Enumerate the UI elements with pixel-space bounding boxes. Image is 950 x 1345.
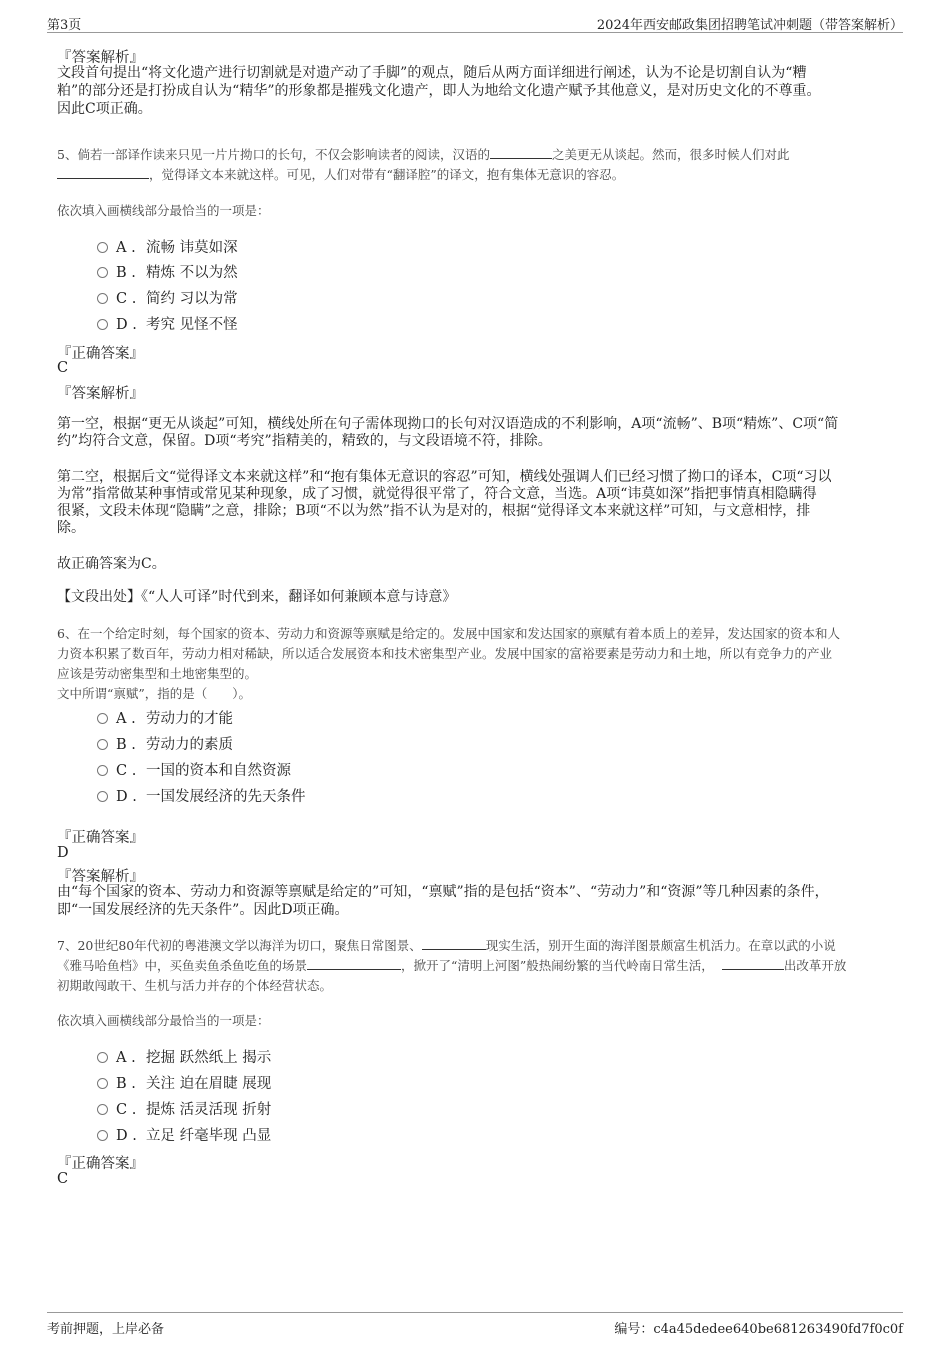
q6-correct-label: 『正确答案』 bbox=[57, 830, 144, 846]
document-title: 2024年西安邮政集团招聘笔试冲刺题（带答案解析） bbox=[596, 18, 903, 33]
radio-icon[interactable] bbox=[97, 319, 108, 330]
q7-blank-3 bbox=[722, 957, 784, 970]
q7-option-a[interactable]: A . 挖掘 跃然纸上 揭示 bbox=[97, 1046, 271, 1066]
footer-slogan: 考前押题，上岸必备 bbox=[47, 1322, 165, 1337]
q4-analysis bbox=[57, 64, 907, 118]
page-number: 第3页 bbox=[47, 18, 82, 33]
q5-option-a[interactable]: A . 流畅 讳莫如深 bbox=[97, 236, 238, 256]
q5-prompt: 依次填入画横线部分最恰当的一项是： bbox=[57, 203, 270, 218]
q5-analysis-p1: 第一空，根据“更无从谈起”可知，横线处所在句子需体现拗口的长句对汉语造成的不利影响，A项“流畅”、B项“精炼”、C项“简 约”均符合文意，保留。D项“考究”指精美的，精致的，与文段语境不符，排除。 bbox=[57, 416, 839, 449]
q5-correct-label: 『正确答案』 bbox=[57, 346, 144, 362]
q6-option-c[interactable]: C . 一国的资本和自然资源 bbox=[97, 759, 291, 779]
q5-analysis-p3: 故正确答案为C。 bbox=[57, 556, 166, 572]
q6-option-a[interactable]: A . 劳动力的才能 bbox=[97, 707, 233, 727]
q5-blank-1 bbox=[490, 146, 552, 159]
q5-source: 【文段出处】《“人人可译”时代到来，翻译如何兼顾本意与诗意》 bbox=[57, 589, 457, 605]
page-header bbox=[47, 12, 903, 33]
q5-stem: 5、倘若一部译作读来只见一片片拗口的长句，不仅会影响读者的阅读，汉语的 之美更无从谈起。然而，很多时候人们对此 ，觉得译文本来就这样。可见，人们对带有“翻译腔”的译文，抱有集体无意识的容忍。 bbox=[57, 147, 790, 182]
q6-option-d[interactable]: D . 一国发展经济的先天条件 bbox=[97, 785, 306, 805]
q7-blank-2 bbox=[307, 957, 401, 970]
q5-option-c[interactable]: C . 简约 习以为常 bbox=[97, 287, 238, 307]
radio-icon[interactable] bbox=[97, 242, 108, 253]
q7-prompt: 依次填入画横线部分最恰当的一项是： bbox=[57, 1013, 270, 1028]
radio-icon[interactable] bbox=[97, 1130, 108, 1141]
radio-icon[interactable] bbox=[97, 267, 108, 278]
q7-blank-1 bbox=[422, 937, 486, 950]
page-footer bbox=[47, 1312, 903, 1337]
radio-icon[interactable] bbox=[97, 1078, 108, 1089]
q4-analysis-line: 因此C项正确。 bbox=[57, 101, 152, 117]
q7-correct-answer: C bbox=[57, 1171, 69, 1187]
q5-analysis-label: 『答案解析』 bbox=[57, 386, 144, 402]
q6-analysis-label: 『答案解析』 bbox=[57, 869, 144, 885]
radio-icon[interactable] bbox=[97, 713, 108, 724]
q7-option-b[interactable]: B . 关注 迫在眉睫 展现 bbox=[97, 1072, 271, 1092]
q7-correct-label: 『正确答案』 bbox=[57, 1156, 144, 1172]
q4-analysis-label: 『答案解析』 bbox=[57, 50, 144, 66]
radio-icon[interactable] bbox=[97, 739, 108, 750]
q5-option-d[interactable]: D . 考究 见怪不怪 bbox=[97, 313, 238, 333]
radio-icon[interactable] bbox=[97, 791, 108, 802]
q6-stem: 6、在一个给定时刻，每个国家的资本、劳动力和资源等禀赋是给定的。发展中国家和发达国家的禀赋有着本质上的差异，发达国家的资本和人 力资本积累了数百年，劳动力相对稀缺，所以适合发展资本和技术密集型产业。发展中国家的富裕要素是劳动力和土地，所以有竞争力的产业 应该是劳动密集型和土地密集型的。 文中所谓“禀赋”，指的是（ ）。 bbox=[57, 626, 840, 701]
radio-icon[interactable] bbox=[97, 293, 108, 304]
q4-analysis-line: 粕”的部分还是打扮成自认为“精华”的形象都是摧残文化遗产，即人为地给文化遗产赋予其他意义，是对历史文化的不尊重。 bbox=[57, 83, 821, 99]
document-id: 编号：c4a45dedee640be681263490fd7f0c0f bbox=[614, 1322, 903, 1337]
q7-option-c[interactable]: C . 提炼 活灵活现 折射 bbox=[97, 1098, 271, 1118]
radio-icon[interactable] bbox=[97, 765, 108, 776]
q6-option-b[interactable]: B . 劳动力的素质 bbox=[97, 733, 233, 753]
q4-analysis-line: 文段首句提出“将文化遗产进行切割就是对遗产动了手脚”的观点，随后从两方面详细进行阐述，认为不论是切割自认为“糟 bbox=[57, 65, 807, 81]
q5-analysis-p2: 第二空，根据后文“觉得译文本来就这样”和“抱有集体无意识的容忍”可知，横线处强调人们已经习惯了拗口的译本，C项“习以 为常”指常做某种事情或常见某种现象，成了习惯，就觉得很平常了，符合文意，当选。A项“讳莫如深”指把事情真相隐瞒得 很紧，文段未体现“隐瞒”之意，排除；B项“不以为然”指不认为是对的，根据“觉得译文本来就这样”可知，与文意相悖，排 除。 bbox=[57, 469, 832, 536]
q7-option-d[interactable]: D . 立足 纤毫毕现 凸显 bbox=[97, 1124, 271, 1144]
q5-correct-answer: C bbox=[57, 360, 69, 376]
q5-blank-2 bbox=[57, 166, 149, 179]
radio-icon[interactable] bbox=[97, 1104, 108, 1115]
q5-option-b[interactable]: B . 精炼 不以为然 bbox=[97, 261, 238, 281]
q7-stem: 7、20世纪80年代初的粤港澳文学以海洋为切口，聚焦日常图景、 现实生活，别开生面的海洋图景颇富生机活力。在章以武的小说 《雅马哈鱼档》中，买鱼卖鱼杀鱼吃鱼的场景 ，掀开了“清明上河图”般热闹纷繁的当代岭南日常生活， 出改革开放 初期敢闯敢干、生机与活力并存的个体经营状态。 bbox=[57, 938, 847, 993]
q6-analysis: 由“每个国家的资本、劳动力和资源等禀赋是给定的”可知，“禀赋”指的是包括“资本”、“劳动力”和“资源”等几种因素的条件， 即“一国发展经济的先天条件”。因此D项正确。 bbox=[57, 884, 829, 918]
radio-icon[interactable] bbox=[97, 1052, 108, 1063]
q6-correct-answer: D bbox=[57, 845, 69, 861]
